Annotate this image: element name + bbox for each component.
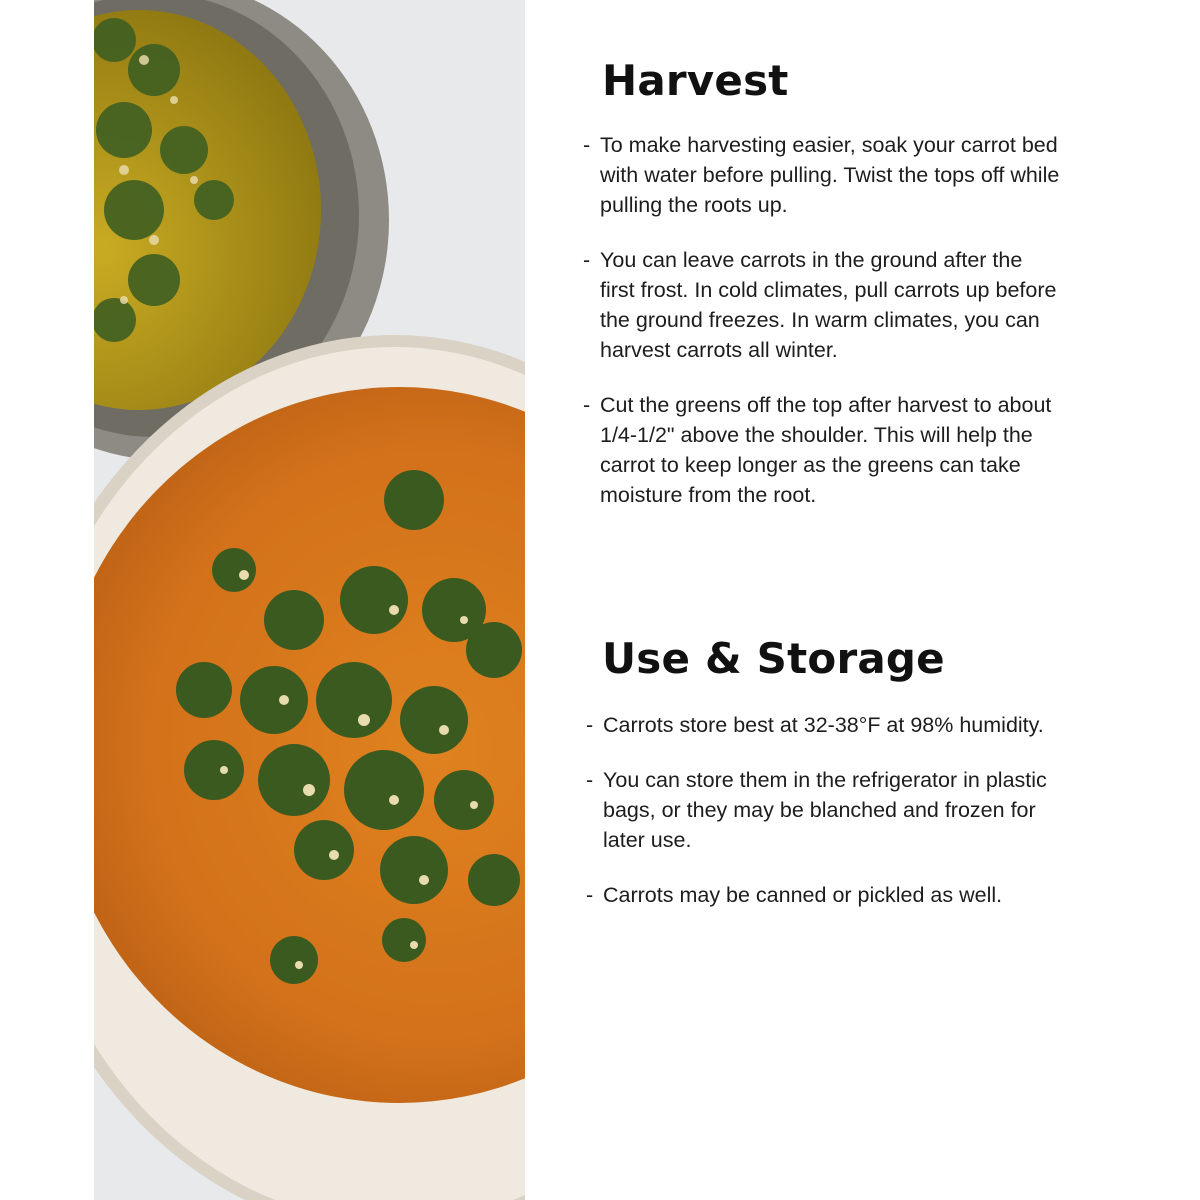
list-item: - You can leave carrots in the ground after the first frost. In cold climates, pull carrots up before the ground freezes. In warm climates, you can harvest carrots all winter.	[580, 245, 1060, 365]
section-heading-use-storage: Use & Storage	[602, 634, 945, 683]
section-heading-harvest: Harvest	[602, 56, 789, 105]
list-item: - Cut the greens off the top after harvest to about 1/4-1/2" above the shoulder. This will help the carrot to keep longer as the greens can take moisture from the root.	[580, 390, 1060, 510]
list-item: - To make harvesting easier, soak your carrot bed with water before pulling. Twist the tops off while pulling the roots up.	[580, 130, 1060, 220]
use-storage-list	[583, 710, 1063, 910]
soup-bowl-photo	[94, 0, 525, 1200]
list-item: - Carrots may be canned or pickled as well.	[583, 880, 1063, 910]
list-item: - Carrots store best at 32-38°F at 98% humidity.	[583, 710, 1063, 740]
harvest-list	[580, 130, 1060, 510]
list-item: - You can store them in the refrigerator in plastic bags, or they may be blanched and frozen for later use.	[583, 765, 1063, 855]
